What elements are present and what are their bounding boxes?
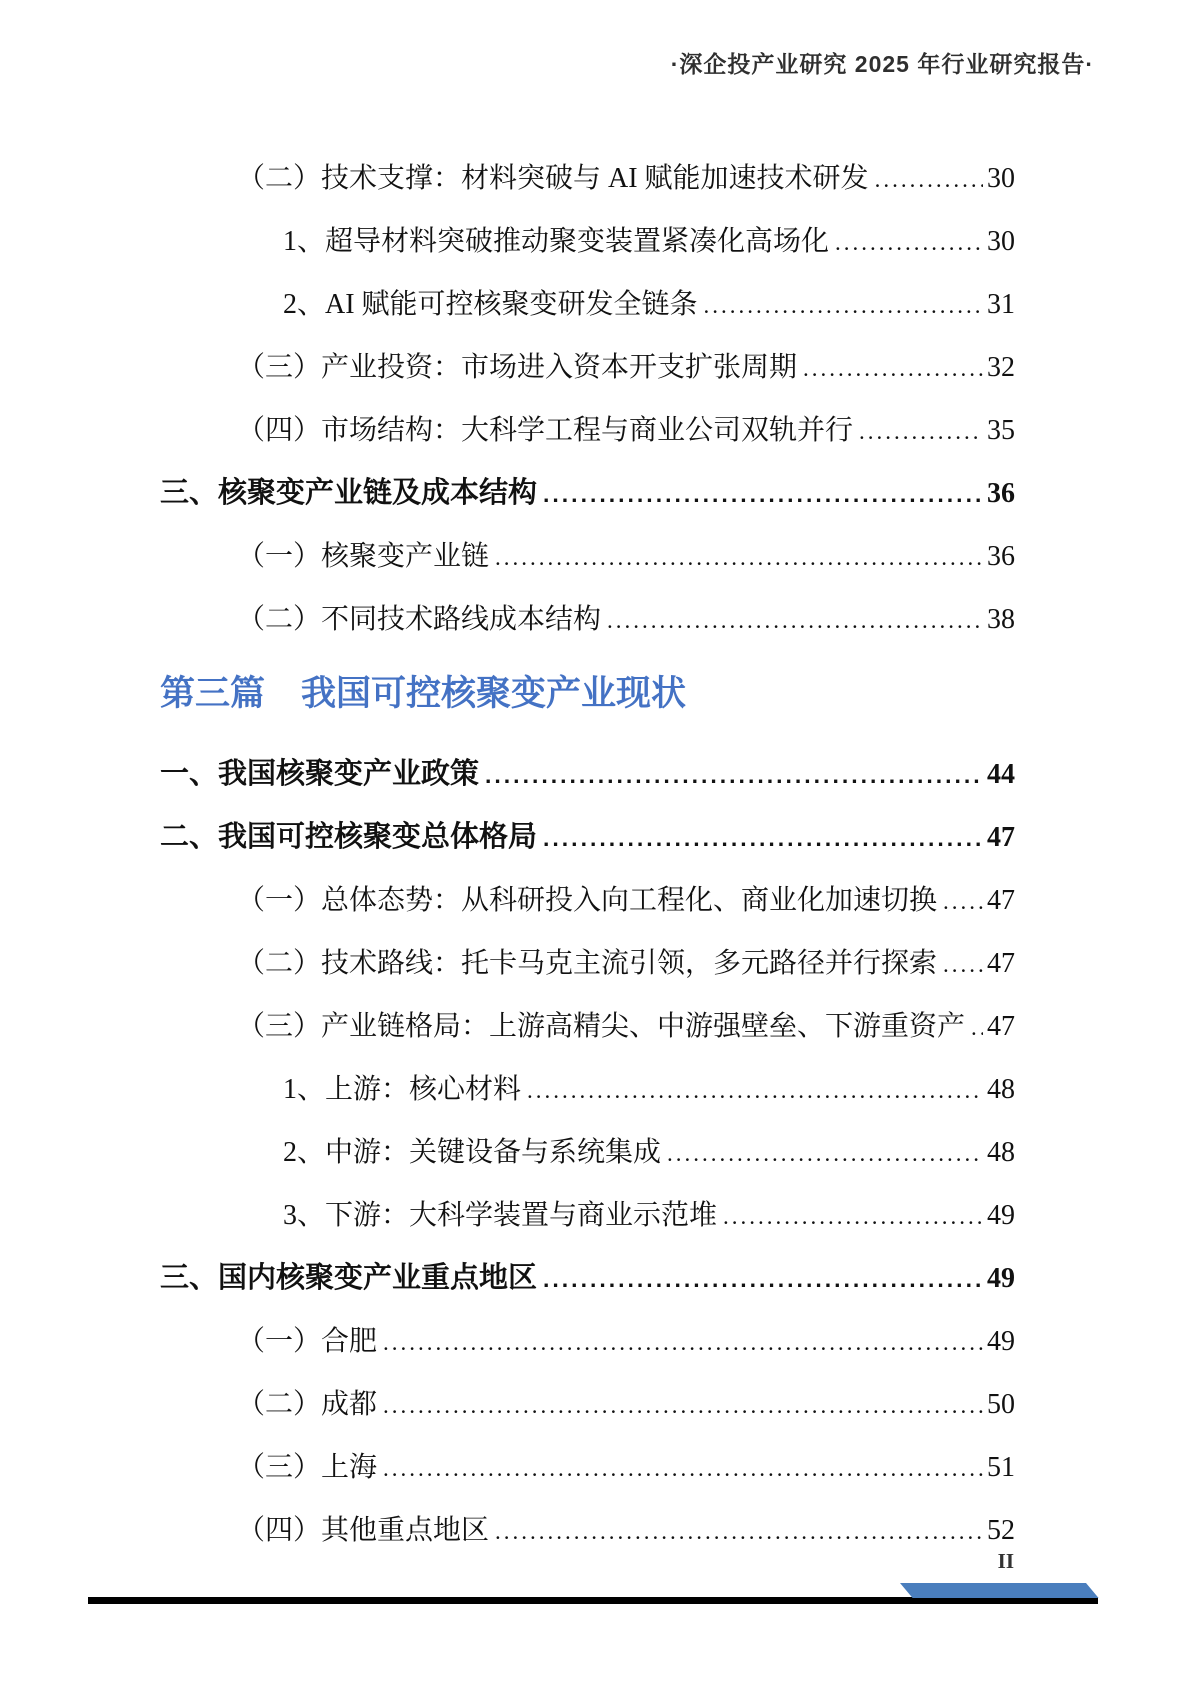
toc-entry[interactable] xyxy=(160,743,1015,806)
toc-entry-title: （四）其他重点地区 xyxy=(237,1515,490,1546)
dot-leader xyxy=(667,1122,983,1185)
dot-leader xyxy=(943,933,983,996)
toc-entry-title: 二、我国可控核聚变总体格局 xyxy=(160,821,538,853)
dot-leader xyxy=(527,1059,983,1122)
footer-accent-bar xyxy=(900,1583,1099,1598)
toc-entry[interactable] xyxy=(160,1310,1015,1373)
dot-leader xyxy=(859,400,983,463)
dot-leader xyxy=(383,1437,983,1500)
toc-entry-page: 50 xyxy=(987,1389,1015,1420)
toc-entry[interactable] xyxy=(160,806,1015,869)
toc-entry-page: 35 xyxy=(987,415,1015,446)
toc-entry-title: （四）市场结构：大科学工程与商业公司双轨并行 xyxy=(237,415,854,446)
dot-leader xyxy=(723,1185,983,1248)
toc-entry-page: 36 xyxy=(987,478,1015,509)
toc-entry-page: 49 xyxy=(987,1263,1015,1294)
toc-entry[interactable] xyxy=(160,588,1015,651)
toc-entry-page: 30 xyxy=(987,163,1015,194)
footer-rule xyxy=(88,1597,1098,1604)
toc-entry-title: （二）技术路线：托卡马克主流引领，多元路径并行探索 xyxy=(237,948,938,979)
toc-entry[interactable] xyxy=(160,1247,1015,1310)
dot-leader xyxy=(971,996,983,1059)
dot-leader xyxy=(943,870,983,933)
toc-entry-page: 47 xyxy=(987,822,1015,853)
toc-entry-title: （二）技术支撑：材料突破与 AI 赋能加速技术研发 xyxy=(237,163,869,194)
dot-leader xyxy=(543,1248,983,1311)
toc-entry-title: （一）总体态势：从科研投入向工程化、商业化加速切换 xyxy=(237,885,938,916)
toc-entry-page: 36 xyxy=(987,541,1015,572)
toc-entry[interactable] xyxy=(160,525,1015,588)
dot-leader xyxy=(543,807,983,870)
toc-entry[interactable] xyxy=(160,1499,1015,1562)
toc-entry-page: 44 xyxy=(987,759,1015,790)
toc-entry[interactable] xyxy=(160,1373,1015,1436)
dot-leader xyxy=(875,148,983,211)
toc-entry[interactable] xyxy=(160,273,1015,336)
toc-entry[interactable] xyxy=(160,462,1015,525)
toc-entry-title: （二）成都 xyxy=(237,1389,378,1420)
dot-leader xyxy=(495,526,983,589)
toc-entry-title: （三）产业投资：市场进入资本开支扩张周期 xyxy=(237,352,798,383)
toc-entry[interactable] xyxy=(160,147,1015,210)
toc-entry[interactable] xyxy=(160,1058,1015,1121)
toc-entry-title: （二）不同技术路线成本结构 xyxy=(237,604,602,635)
dot-leader xyxy=(495,1500,983,1563)
toc-entry-page: 47 xyxy=(987,948,1015,979)
toc-entry-title: 1、超导材料突破推动聚变装置紧凑化高场化 xyxy=(283,226,830,257)
dot-leader xyxy=(835,211,983,274)
toc-entry[interactable] xyxy=(160,869,1015,932)
toc-entry-page: 49 xyxy=(987,1326,1015,1357)
toc-list xyxy=(160,147,1015,1562)
toc-entry-title: 三、核聚变产业链及成本结构 xyxy=(160,477,538,509)
footer-page-number: II xyxy=(997,1549,1014,1573)
toc-entry[interactable] xyxy=(160,399,1015,462)
toc-entry-title: 一、我国核聚变产业政策 xyxy=(160,758,480,790)
toc-entry[interactable] xyxy=(160,995,1015,1058)
toc-entry[interactable] xyxy=(160,1184,1015,1247)
dot-leader xyxy=(607,589,983,652)
part-heading-number: 第三篇 xyxy=(160,674,266,713)
toc-entry-title: （三）产业链格局：上游高精尖、中游强壁垒、下游重资产 xyxy=(237,1011,966,1042)
toc-entry[interactable] xyxy=(160,1436,1015,1499)
toc-entry-title: 1、上游：核心材料 xyxy=(283,1074,522,1105)
dot-leader xyxy=(704,274,983,337)
toc-entry-title: （三）上海 xyxy=(237,1452,378,1483)
toc-entry-title: 2、中游：关键设备与系统集成 xyxy=(283,1137,662,1168)
toc-entry-page: 49 xyxy=(987,1200,1015,1231)
toc-entry[interactable] xyxy=(160,210,1015,273)
toc-entry-page: 31 xyxy=(987,289,1015,320)
toc-entry-title: （一）合肥 xyxy=(237,1326,378,1357)
part-heading-title: 我国可控核聚变产业现状 xyxy=(301,674,687,713)
dot-leader xyxy=(485,744,983,807)
toc-entry-page: 48 xyxy=(987,1137,1015,1168)
toc-entry-page: 52 xyxy=(987,1515,1015,1546)
toc-entry-page: 51 xyxy=(987,1452,1015,1483)
dot-leader xyxy=(383,1374,983,1437)
dot-leader xyxy=(383,1311,983,1374)
toc-entry-page: 30 xyxy=(987,226,1015,257)
dot-leader xyxy=(803,337,983,400)
toc-entry-page: 32 xyxy=(987,352,1015,383)
toc-entry-title: （一）核聚变产业链 xyxy=(237,541,490,572)
dot-leader xyxy=(543,463,983,526)
report-header-text: ·深企投产业研究 2025 年行业研究报告· xyxy=(670,51,1094,77)
toc-entry-title: 三、国内核聚变产业重点地区 xyxy=(160,1262,538,1294)
toc-entry-page: 47 xyxy=(987,885,1015,916)
toc-entry-page: 38 xyxy=(987,604,1015,635)
toc-entry-page: 47 xyxy=(987,1011,1015,1042)
toc-entry[interactable] xyxy=(160,336,1015,399)
toc-entry-page: 48 xyxy=(987,1074,1015,1105)
toc-entry-title: 3、下游：大科学装置与商业示范堆 xyxy=(283,1200,718,1231)
toc-entry[interactable] xyxy=(160,932,1015,995)
toc-entry[interactable] xyxy=(160,1121,1015,1184)
toc-entry-title: 2、AI 赋能可控核聚变研发全链条 xyxy=(283,289,698,320)
part-heading xyxy=(160,670,1015,718)
